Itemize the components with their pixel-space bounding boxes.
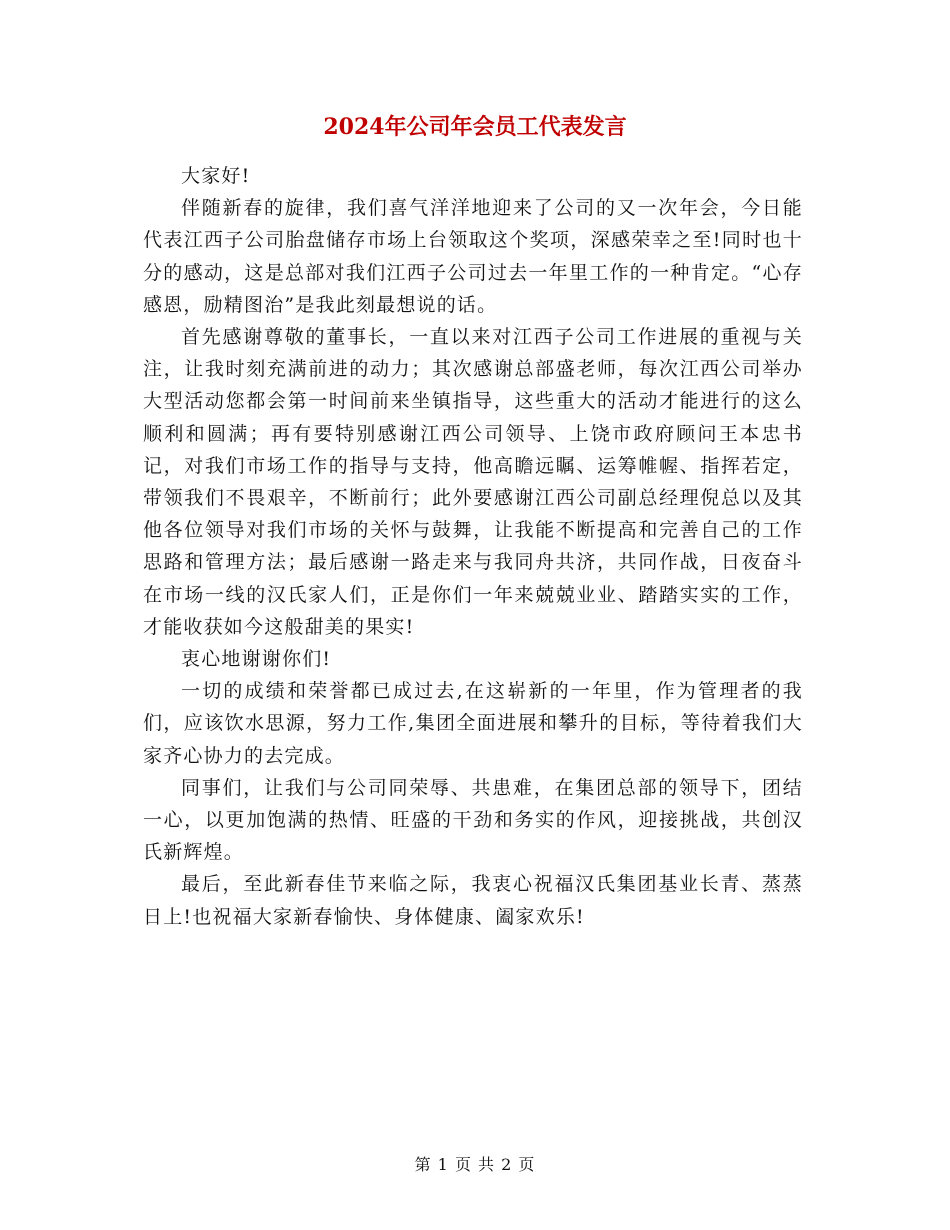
paragraph-colleagues: 同事们，让我们与公司同荣辱、共患难，在集团总部的领导下，团结一心，以更加饱满的热情、旺盛的干劲和务实的作风，迎接挑战，共创汉氏新辉煌。	[143, 776, 803, 864]
paragraph-heartfelt-thanks: 衷心地谢谢你们!	[181, 648, 332, 671]
paragraph-opening: 伴随新春的旋律，我们喜气洋洋地迎来了公司的又一次年会，今日能代表江西子公司胎盘储存市场上台领取这个奖项，深感荣幸之至!同时也十分的感动，这是总部对我们江西子公司过去一年里工作的一种肯定。“心存感恩，励精图治”是我此刻最想说的话。	[143, 197, 803, 316]
paragraph-greeting: 大家好!	[181, 165, 251, 187]
document-title: 2024年公司年会员工代表发言	[323, 114, 627, 140]
document-body	[143, 160, 803, 933]
page-footer	[0, 1154, 950, 1176]
paragraph-closing: 最后，至此新春佳节来临之际，我衷心祝福汉氏集团基业长青、蒸蒸日上!也祝福大家新春愉快、身体健康、阖家欢乐!	[143, 873, 803, 928]
paragraph-thanks: 首先感谢尊敬的董事长，一直以来对江西子公司工作进展的重视与关注，让我时刻充满前进的动力；其次感谢总部盛老师，每次江西公司举办大型活动您都会第一时间前来坐镇指导，这些重大的活动才能进行的这么顺利和圆满；再有要特别感谢江西公司领导、上饶市政府顾问王本忠书记，对我们市场工作的指导与支持，他高瞻远瞩、运筹帷幄、指挥若定，带领我们不畏艰辛，不断前行；此外要感谢江西公司副总经理倪总以及其他各位领导对我们市场的关怀与鼓舞，让我能不断提高和完善自己的工作思路和管理方法；最后感谢一路走来与我同舟共济，共同作战，日夜奋斗在市场一线的汉氏家人们，正是你们一年来兢兢业业、踏踏实实的工作，才能收获如今这般甜美的果实!	[143, 326, 803, 638]
paragraph-new-year: 一切的成绩和荣誉都已成过去,在这崭新的一年里，作为管理者的我们，应该饮水思源，努力工作,集团全面进展和攀升的目标，等待着我们大家齐心协力的去完成。	[143, 680, 803, 767]
page-number: 第 1 页 共 2 页	[414, 1155, 536, 1174]
